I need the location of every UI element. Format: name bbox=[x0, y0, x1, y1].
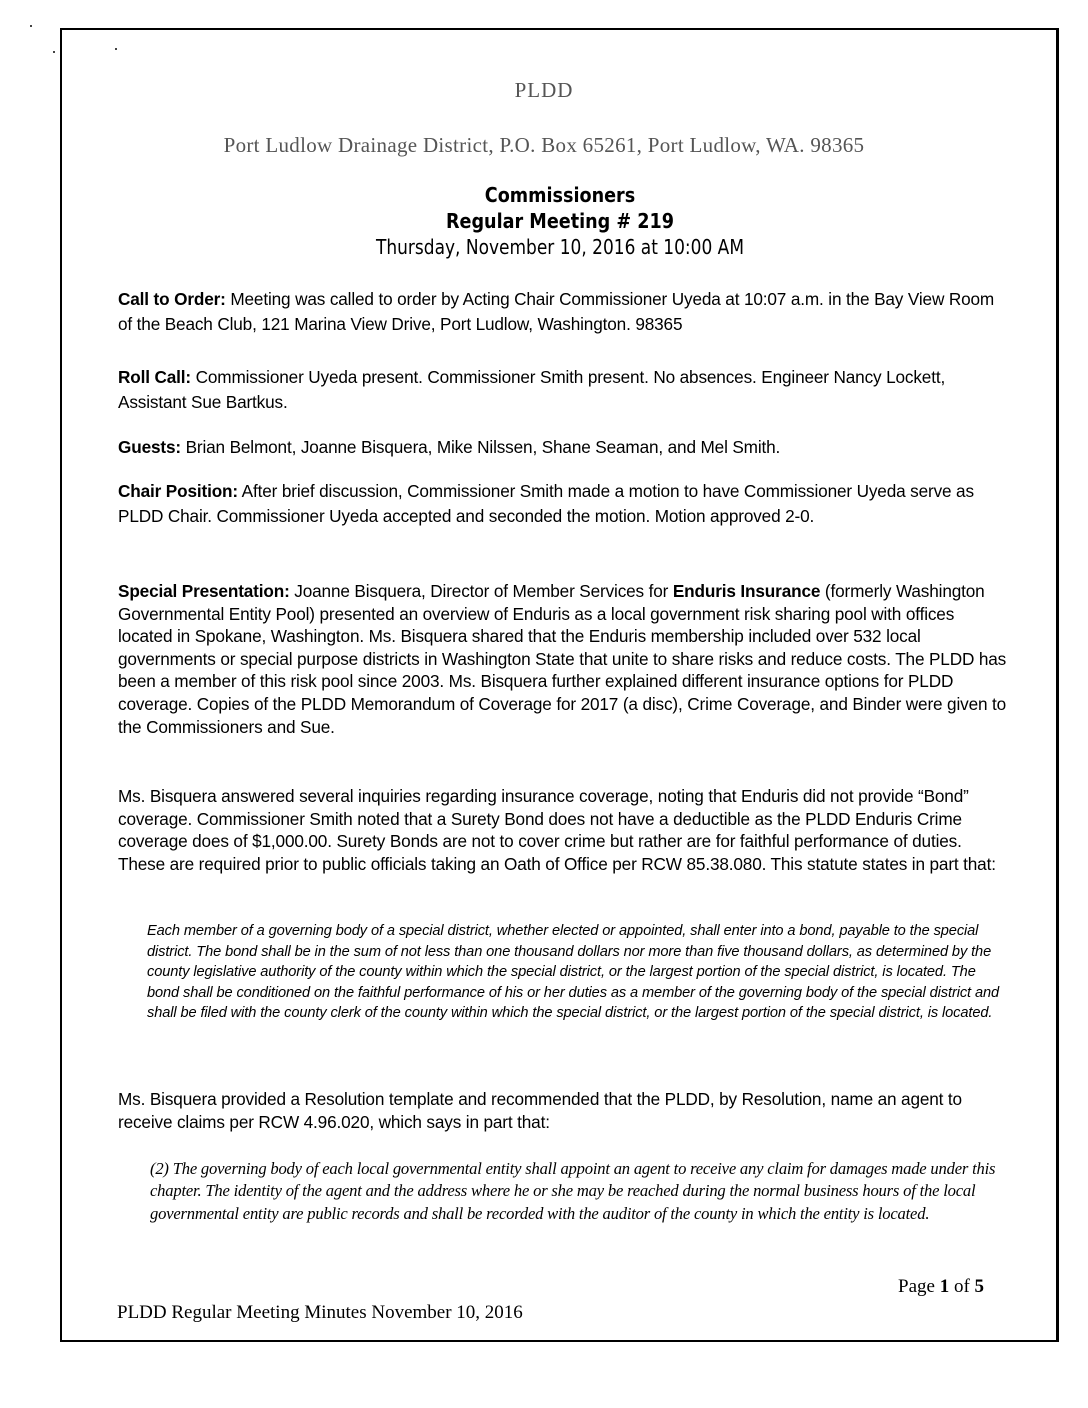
section-label: Chair Position: bbox=[118, 481, 238, 501]
section-text: Meeting was called to order by Acting Chair Commissioner Uyeda at 10:07 a.m. in the Bay View Room of the Beach Club, 121 Marina View Drive, Port Ludlow, Washington. 98365 bbox=[118, 289, 995, 334]
footer-document-title: PLDD Regular Meeting Minutes November 10, 2016 bbox=[117, 1302, 523, 1323]
section-label: Guests: bbox=[118, 437, 181, 457]
section-text: Commissioner Uyeda present. Commissioner Smith present. No absences. Engineer Nancy Lockett, Assistant Sue Bartkus. bbox=[118, 367, 946, 412]
section-label: Roll Call: bbox=[118, 367, 191, 387]
section-special-presentation bbox=[118, 580, 1008, 738]
heading-meeting-date: Thursday, November 10, 2016 at 10:00 AM bbox=[376, 235, 744, 259]
letterhead-title: PLDD bbox=[514, 78, 574, 102]
section-resolution bbox=[118, 1088, 1008, 1133]
section-roll-call bbox=[118, 365, 1008, 414]
section-bond-discussion bbox=[118, 785, 1008, 875]
page-current: 1 bbox=[939, 1276, 950, 1297]
enduris-insurance-name: Enduris Insurance bbox=[672, 581, 821, 601]
section-text: Brian Belmont, Joanne Bisquera, Mike Nilssen, Shane Seaman, and Mel Smith. bbox=[180, 437, 781, 457]
page-number bbox=[898, 1276, 984, 1298]
rcw-4-96-020-quote: (2) The governing body of each local governmental entity shall appoint an agent to receive any claim for damages made under this chapter. The identity of the agent and the address where he or she may be reached during the normal business hours of the local governmental entity are public records and shall be recorded with the auditor of the county in which the entity is located. bbox=[150, 1159, 996, 1223]
section-chair-position bbox=[118, 479, 1008, 528]
letterhead-address: Port Ludlow Drainage District, P.O. Box 65261, Port Ludlow, WA. 98365 bbox=[223, 133, 865, 157]
page-of: of bbox=[949, 1276, 975, 1297]
section-text: Ms. Bisquera provided a Resolution template and recommended that the PLDD, by Resolution, name an agent to receive claims per RCW 4.96.020, which says in part that: bbox=[118, 1089, 962, 1132]
section-text: (formerly Washington Governmental Entity Pool) presented an overview of Enduris as a local government risk sharing pool with offices located in Spokane, Washington. Ms. Bisquera shared that the Enduris membership included over 532 local governments or special purpose districts in Washington State that unite to share risks and reduce costs. The PLDD has been a member of this risk pool since 2003. Ms. Bisquera further explained different insurance options for PLDD coverage. Copies of the PLDD Memorandum of Coverage for 2017 (a disc), Crime Coverage, and Binder were given to the Commissioners and Sue. bbox=[118, 581, 1007, 737]
page-prefix: Page bbox=[898, 1276, 940, 1297]
heading-meeting-number: Regular Meeting # 219 bbox=[445, 209, 675, 233]
page-total: 5 bbox=[974, 1276, 985, 1297]
rcw-85-38-080-quote: Each member of a governing body of a special district, whether elected or appointed, shall enter into a bond, payable to the special district. The bond shall be in the sum of not less than one thousand dollars nor more than five thousand dollars, as determined by the county legislative authority of the county within which the special district, or the largest portion of the special district, is located. The bond shall be conditioned on the faithful performance of his or her duties as a member of the governing body of the special district and shall be filed with the county clerk of the county within which the special district, or the largest portion of the special district, is located. bbox=[147, 923, 1000, 1022]
section-text: Ms. Bisquera answered several inquiries regarding insurance coverage, noting that Enduris did not provide “Bond” coverage. Commissioner Smith noted that a Surety Bond does not have a deductible as the PLDD Enduris Crime coverage does of $1,000.00. Surety Bonds are not to cover crime but rather are for faithful performance of duties. These are required prior to public officials taking an Oath of Office per RCW 85.38.080. This statute states in part that: bbox=[118, 786, 996, 874]
heading-commissioners: Commissioners bbox=[484, 183, 636, 207]
section-label: Call to Order: bbox=[118, 289, 226, 309]
scan-speck bbox=[115, 48, 117, 50]
section-text: After brief discussion, Commissioner Smith made a motion to have Commissioner Uyeda serve as PLDD Chair. Commissioner Uyeda accepted and seconded the motion. Motion approved 2-0. bbox=[118, 481, 974, 526]
scan-speck bbox=[30, 25, 32, 27]
section-text: Joanne Bisquera, Director of Member Services for bbox=[289, 581, 673, 601]
meeting-heading bbox=[0, 182, 1088, 260]
section-label: Special Presentation: bbox=[118, 581, 290, 601]
section-guests bbox=[118, 435, 1008, 460]
scan-speck bbox=[53, 51, 55, 53]
section-call-to-order bbox=[118, 287, 1008, 336]
